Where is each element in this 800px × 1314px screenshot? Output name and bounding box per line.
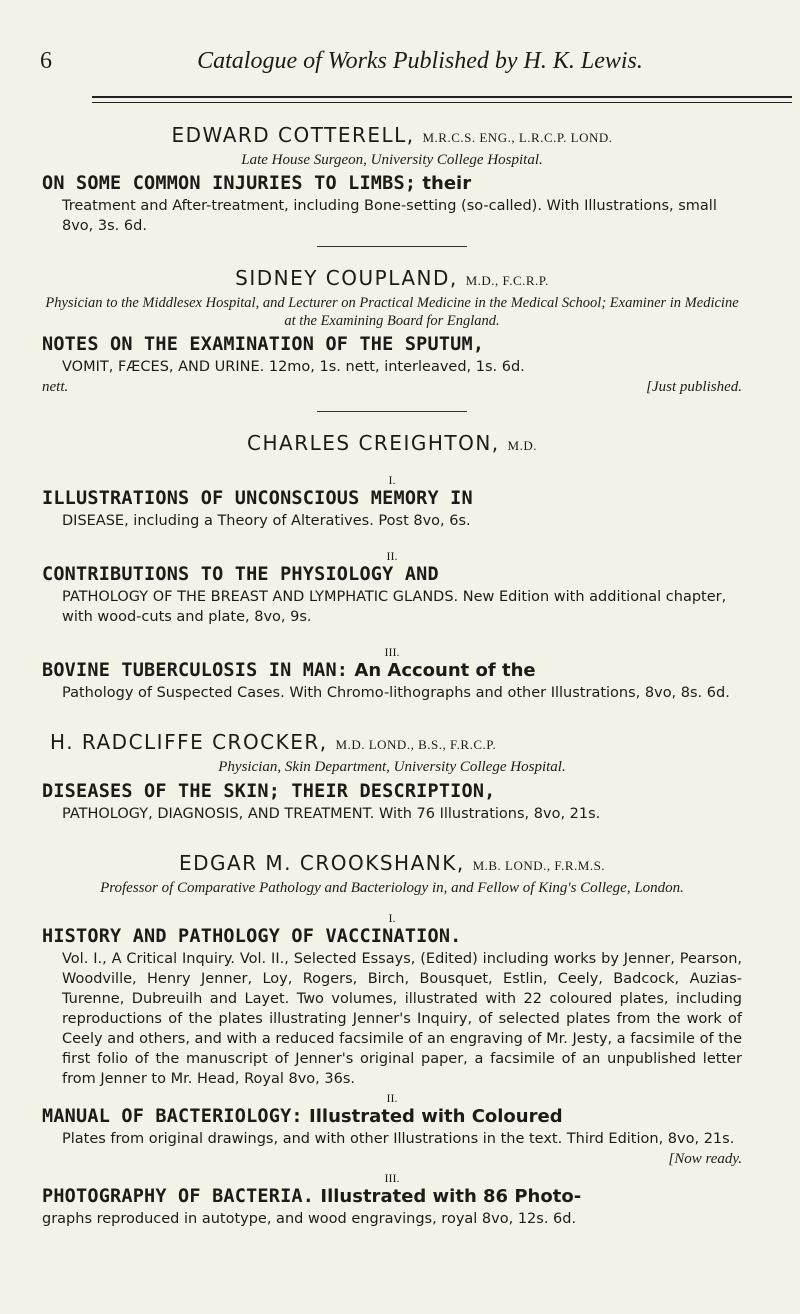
author-name: H. RADCLIFFE CROCKER,: [50, 730, 328, 754]
work-title-caps: NOTES ON THE EXAMINATION OF THE SPUTUM,: [42, 334, 485, 355]
work-description: VOMIT, FÆCES, AND URINE. 12mo, 1s. nett, interleaved, 1s. 6d.: [62, 359, 525, 375]
work-description-block: [42, 1129, 742, 1167]
work-numeral: II.: [386, 549, 398, 563]
work-title-caps: MANUAL OF BACTERIOLOGY:: [42, 1106, 303, 1127]
work-numeral: III.: [384, 645, 400, 659]
running-title: Catalogue of Works Published by H. K. Lewis.: [197, 48, 643, 74]
work-description: Pathology of Suspected Cases. With Chromo-lithographs and other Illustrations, 8vo, 8s. 6d.: [62, 685, 730, 701]
header-rule: [92, 96, 792, 98]
author-credentials: M.B. LOND., F.R.M.S.: [472, 858, 606, 873]
publication-status: [Just published.: [646, 379, 742, 395]
author-credentials: M.D., F.C.R.P.: [465, 273, 549, 288]
work-description: Plates from original drawings, and with other Illustrations in the text. Third Edition, 8vo, 21s.: [62, 1131, 735, 1147]
author-name: CHARLES CREIGHTON,: [247, 431, 500, 455]
work-title-caps: CONTRIBUTIONS TO THE PHYSIOLOGY AND: [42, 564, 439, 585]
work-title: [42, 172, 742, 196]
author-credentials: M.R.C.S. ENG., L.R.C.P. LOND.: [422, 130, 613, 145]
work-title-caps: HISTORY AND PATHOLOGY OF VACCINATION.: [42, 926, 462, 947]
catalogue-entry: [42, 729, 742, 824]
header-rule-thin: [92, 102, 792, 103]
work-numeral: I.: [388, 911, 396, 925]
author-credentials: M.D. LOND., B.S., F.R.C.P.: [335, 737, 497, 752]
entry-separator: [317, 246, 467, 247]
catalogue-entry: [42, 265, 742, 397]
work-description: Vol. I., A Critical Inquiry. Vol. II., Selected Essays, (Edited) including works by Jenner, Pearson, Woodville, Henry Jenner, Loy, Rogers, Birch, Bousquet, Estlin, Ceely, Badcock, Auzias-Turenne, Dubreuilh and Layet. Two volumes, illustrated with 22 coloured plates, including reproductions of the plates illustrating Jenner's Inquiry, of selected plates from the work of Ceely and others, and with a reduced facsimile of an engraving of Mr. Jesty, a facsimile of the first folio of the manuscript of Jenner's original paper, a facsimile of an unpublished letter from Jenner to Mr. Head, Royal 8vo, 36s.: [62, 951, 742, 1087]
work-description: PATHOLOGY, DIAGNOSIS, AND TREATMENT. With 76 Illustrations, 8vo, 21s.: [62, 806, 601, 822]
author-heading: [42, 729, 742, 758]
work-title: [42, 659, 742, 683]
work-description: Treatment and After-treatment, including Bone-setting (so-called). With Illustrations, small 8vo, 3s. 6d.: [62, 198, 717, 234]
work-title-caps: ON SOME COMMON INJURIES TO LIMBS;: [42, 173, 417, 194]
work-title: [42, 780, 742, 804]
page-number: 6: [40, 48, 52, 74]
author-affiliation: Professor of Comparative Pathology and Bacteriology in, and Fellow of King's College, London.: [100, 880, 684, 896]
work-description: PATHOLOGY OF THE BREAST AND LYMPHATIC GLANDS. New Edition with additional chapter, with wood-cuts and plate, 8vo, 9s.: [62, 589, 727, 625]
author-heading: [42, 122, 742, 151]
author-heading: [42, 850, 742, 879]
catalogue-content: [42, 118, 742, 1229]
catalogue-entry: [42, 850, 742, 1229]
author-name: EDGAR M. CROOKSHANK,: [178, 851, 465, 875]
work-numeral: I.: [388, 473, 396, 487]
work-title: [42, 1185, 742, 1209]
publication-status: [Now ready.: [668, 1151, 742, 1167]
author-affiliation: Physician to the Middlesex Hospital, and Lecturer on Practical Medicine in the Medical School; Examiner in Medicine at the Examining Board for England.: [45, 295, 739, 329]
author-affiliation: Physician, Skin Department, University College Hospital.: [218, 759, 566, 775]
work-title-caps: ILLUSTRATIONS OF UNCONSCIOUS MEMORY IN: [42, 488, 473, 509]
entry-separator: [317, 411, 467, 412]
work-numeral: III.: [384, 1171, 400, 1185]
work-title: [42, 925, 742, 949]
work-title: [42, 1105, 742, 1129]
work-description-tail: nett.: [42, 379, 69, 395]
work-title-rest: An Account of the: [348, 660, 536, 681]
work-description-end: [42, 377, 742, 397]
work-title-caps: PHOTOGRAPHY OF BACTERIA.: [42, 1186, 315, 1207]
author-heading: [42, 265, 742, 294]
author-affiliation: Late House Surgeon, University College Hospital.: [241, 152, 543, 168]
work-title: [42, 333, 742, 357]
work-numeral: II.: [386, 1091, 398, 1105]
work-title-rest: Illustrated with Coloured: [302, 1106, 563, 1127]
work-title-caps: BOVINE TUBERCULOSIS IN MAN:: [42, 660, 349, 681]
running-head: [0, 48, 800, 88]
work-description: graphs reproduced in autotype, and wood engravings, royal 8vo, 12s. 6d.: [42, 1211, 577, 1227]
work-title-rest: their: [416, 173, 472, 194]
catalogue-entry: [42, 430, 742, 703]
work-title-rest: Illustrated with 86 Photo-: [314, 1186, 582, 1207]
author-credentials: M.D.: [507, 438, 537, 453]
work-description: DISEASE, including a Theory of Alteratives. Post 8vo, 6s.: [62, 513, 471, 529]
work-title-caps: DISEASES OF THE SKIN; THEIR DESCRIPTION,: [42, 781, 496, 802]
author-name: SIDNEY COUPLAND,: [235, 266, 458, 290]
catalogue-entry: [42, 122, 742, 236]
work-title: [42, 563, 742, 587]
author-heading: [42, 430, 742, 459]
author-name: EDWARD COTTERELL,: [171, 123, 415, 147]
work-title: [42, 487, 742, 511]
